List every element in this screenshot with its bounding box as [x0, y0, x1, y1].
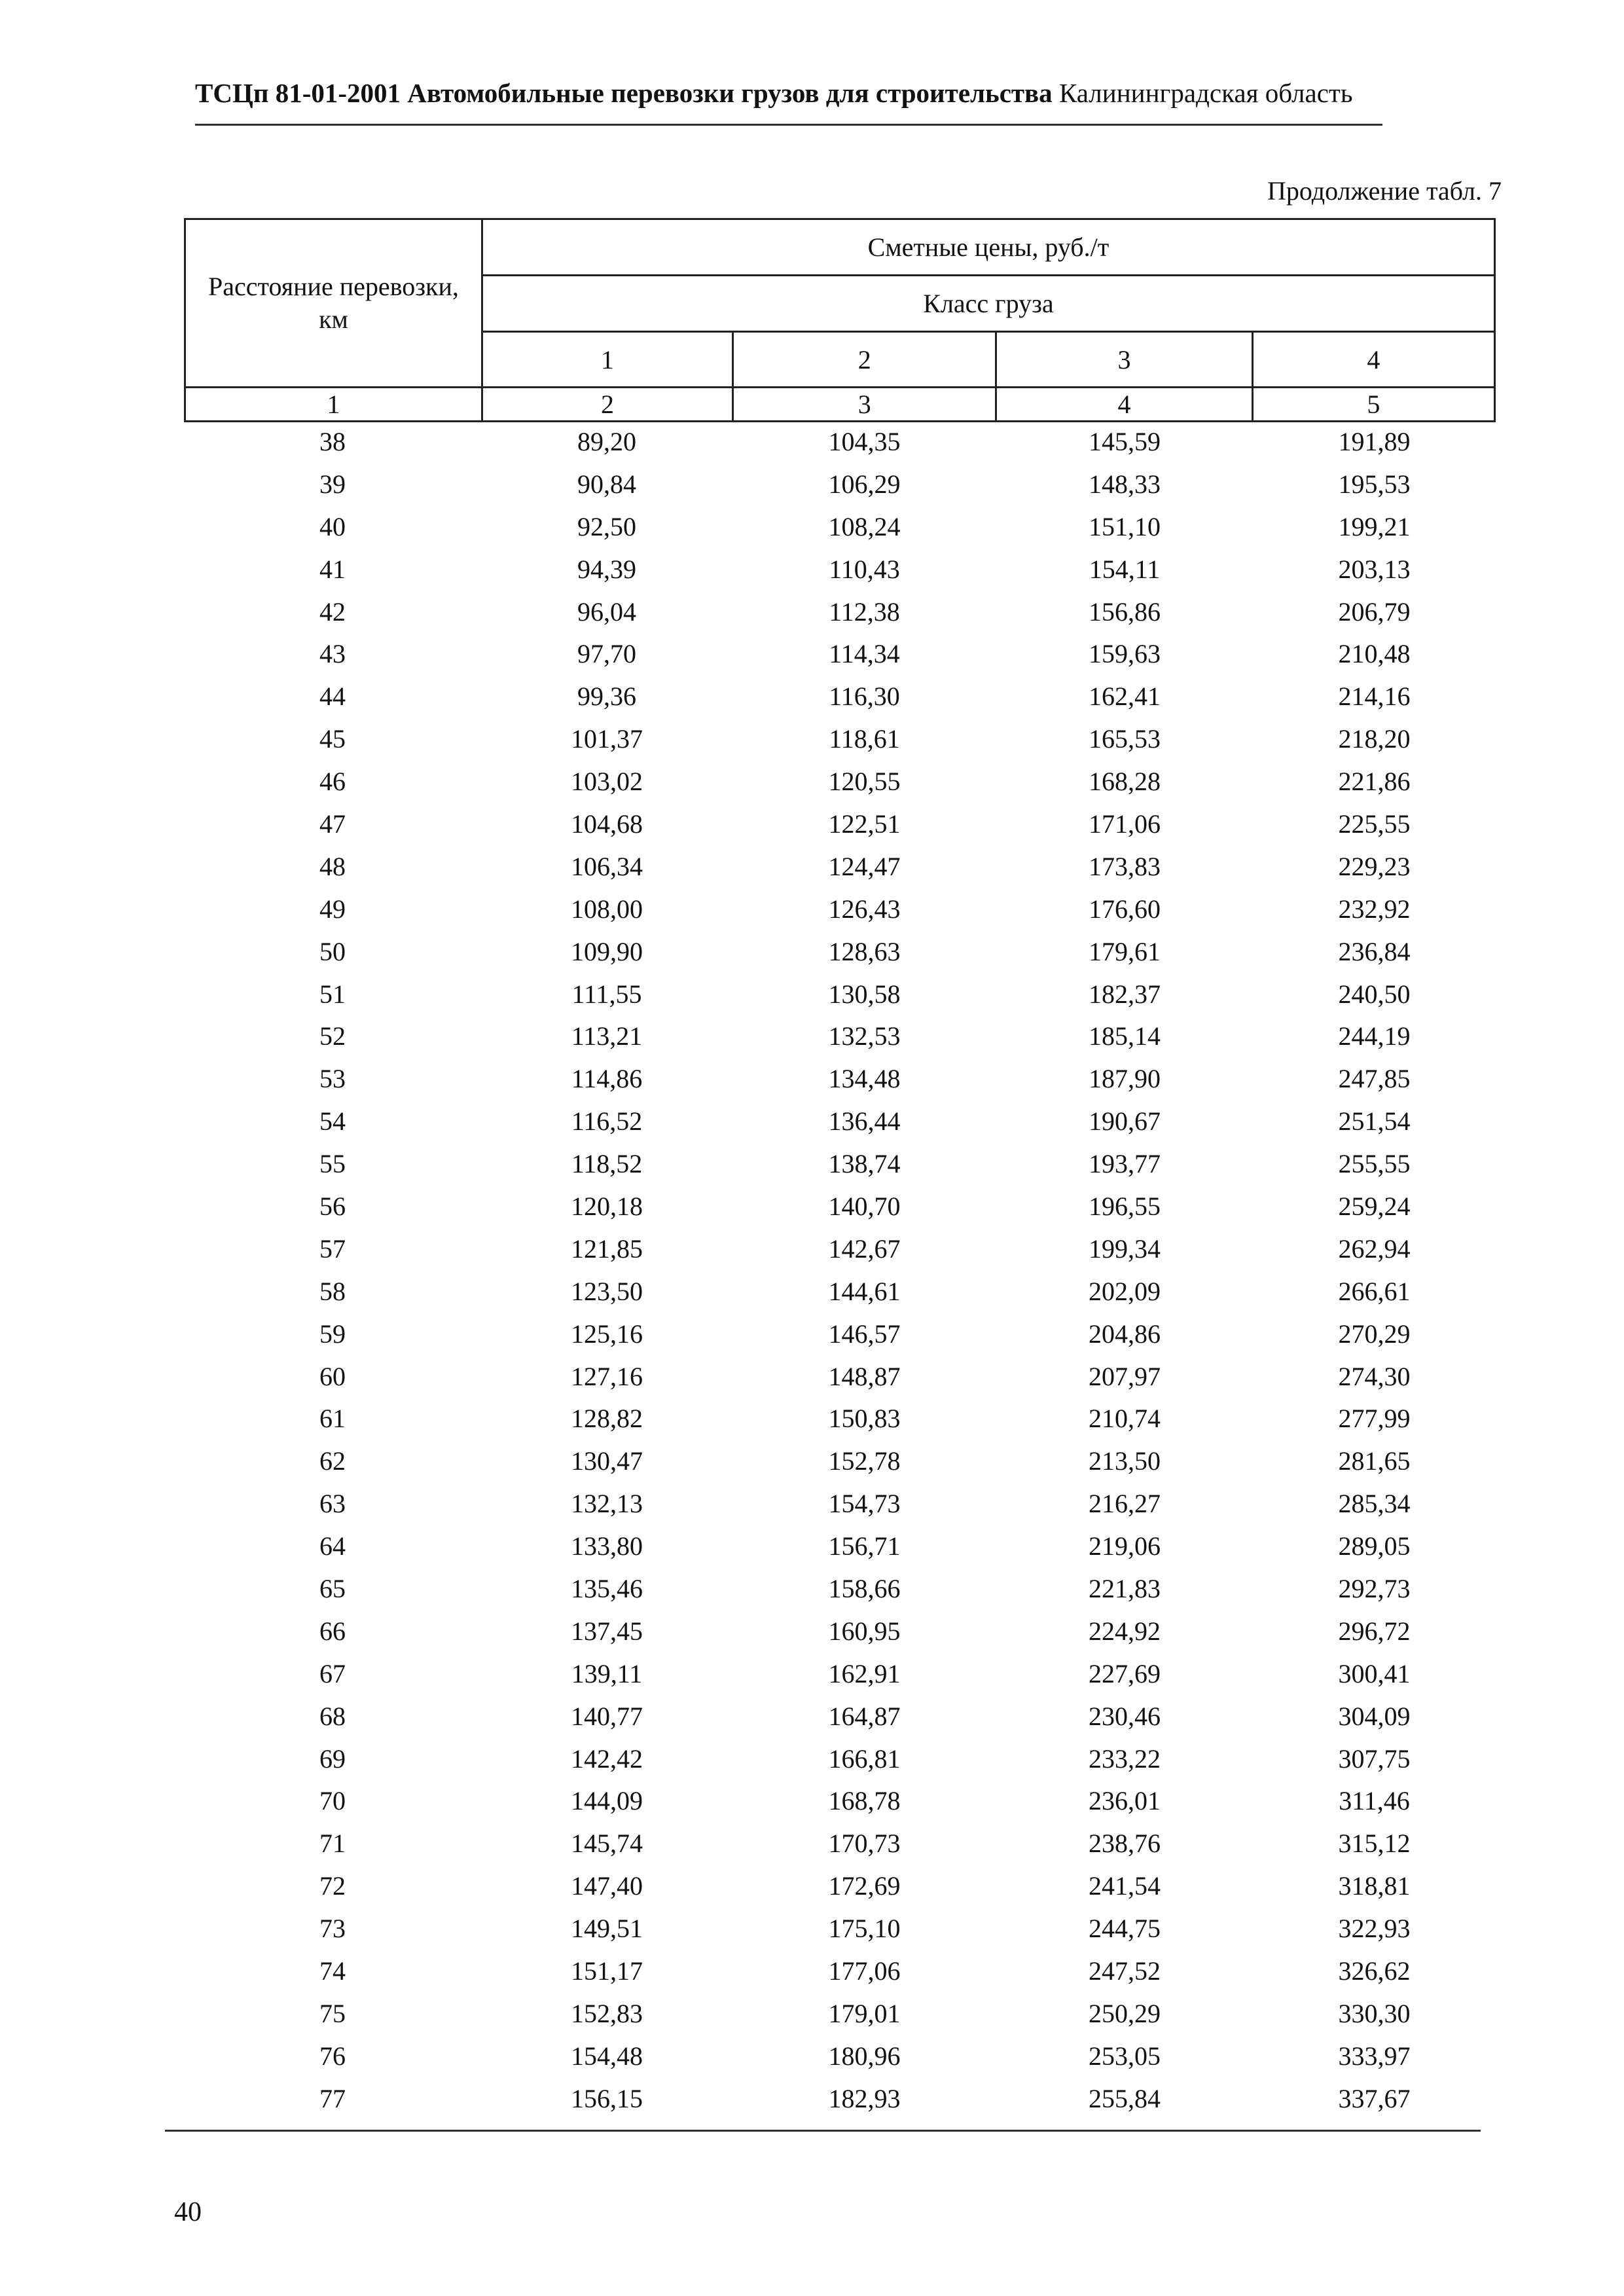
price-cell: 165,53: [1089, 724, 1161, 754]
price-cell: 124,47: [828, 851, 901, 881]
price-cell: 326,62: [1338, 1956, 1411, 1986]
price-cell: 106,29: [828, 469, 901, 499]
price-cell: 191,89: [1338, 426, 1411, 456]
price-cell: 195,53: [1338, 469, 1411, 499]
price-cell: 172,69: [828, 1871, 901, 1901]
price-cell: 144,61: [828, 1276, 901, 1306]
price-cell: 253,05: [1089, 2041, 1161, 2071]
price-cell: 262,94: [1338, 1233, 1411, 1264]
table-row: [184, 463, 1496, 505]
distance-cell: 63: [319, 1489, 346, 1519]
price-cell: 99,36: [577, 682, 636, 712]
table-row: [184, 1695, 1496, 1738]
price-cell: 187,90: [1089, 1064, 1161, 1094]
price-cell: 225,55: [1338, 809, 1411, 839]
price-cell: 202,09: [1089, 1276, 1161, 1306]
price-cell: 247,52: [1089, 1956, 1161, 1986]
price-cell: 330,30: [1338, 1998, 1411, 2028]
price-cell: 247,85: [1338, 1064, 1411, 1094]
table-row: [184, 1313, 1496, 1355]
price-cell: 185,14: [1089, 1021, 1161, 1051]
price-cell: 244,19: [1338, 1021, 1411, 1051]
distance-cell: 55: [319, 1149, 346, 1179]
price-cell: 236,84: [1338, 936, 1411, 966]
price-cell: 196,55: [1089, 1191, 1161, 1221]
table-row: [184, 2077, 1496, 2120]
table-row: [184, 420, 1496, 463]
table-row: [184, 1397, 1496, 1440]
price-cell: 114,86: [571, 1064, 643, 1094]
price-cell: 130,47: [571, 1446, 643, 1476]
distance-cell: 44: [319, 682, 346, 712]
table-row: [184, 1100, 1496, 1142]
price-cell: 182,93: [828, 2083, 901, 2113]
price-cell: 322,93: [1338, 1914, 1411, 1944]
price-cell: 270,29: [1338, 1319, 1411, 1349]
price-cell: 158,66: [828, 1573, 901, 1603]
distance-cell: 65: [319, 1573, 346, 1603]
price-cell: 304,09: [1338, 1701, 1411, 1731]
table-row: [184, 1738, 1496, 1780]
price-cell: 179,61: [1089, 936, 1161, 966]
distance-cell: 74: [319, 1956, 346, 1986]
table-row: [184, 1440, 1496, 1482]
price-cell: 175,10: [828, 1914, 901, 1944]
price-cell: 140,70: [828, 1191, 901, 1221]
region-name: Калининградская область: [1058, 78, 1353, 108]
price-cell: 224,92: [1089, 1616, 1161, 1646]
distance-cell: 60: [319, 1361, 346, 1391]
table-row: [184, 803, 1496, 845]
table-row: [184, 1610, 1496, 1652]
distance-cell: 52: [319, 1021, 346, 1051]
price-cell: 126,43: [828, 894, 901, 924]
price-cell: 221,83: [1089, 1573, 1161, 1603]
price-cell: 92,50: [577, 511, 636, 541]
price-cell: 130,58: [828, 979, 901, 1009]
price-cell: 277,99: [1338, 1404, 1411, 1434]
price-cell: 289,05: [1338, 1531, 1411, 1561]
price-cell: 300,41: [1338, 1658, 1411, 1688]
price-cell: 180,96: [828, 2041, 901, 2071]
price-cell: 227,69: [1089, 1658, 1161, 1688]
table-row: [184, 1482, 1496, 1525]
table-row: [184, 760, 1496, 803]
price-cell: 204,86: [1089, 1319, 1161, 1349]
price-cell: 216,27: [1089, 1489, 1161, 1519]
price-cell: 203,13: [1338, 554, 1411, 584]
table-row: [184, 2035, 1496, 2077]
class-header-2: 2: [733, 332, 996, 388]
price-cell: 318,81: [1338, 1871, 1411, 1901]
price-rows: [184, 420, 1496, 2120]
price-cell: 156,71: [828, 1531, 901, 1561]
distance-cell: 76: [319, 2041, 346, 2071]
table-row: [184, 675, 1496, 718]
distance-cell: 71: [319, 1829, 346, 1859]
price-cell: 132,13: [571, 1489, 643, 1519]
price-cell: 238,76: [1089, 1829, 1161, 1859]
distance-cell: 40: [319, 511, 346, 541]
price-cell: 241,54: [1089, 1871, 1161, 1901]
price-cell: 337,67: [1338, 2083, 1411, 2113]
distance-cell: 50: [319, 936, 346, 966]
price-cell: 206,79: [1338, 596, 1411, 627]
price-cell: 147,40: [571, 1871, 643, 1901]
table-row: [184, 1567, 1496, 1610]
table-header: [184, 218, 1496, 422]
table-row: [184, 1865, 1496, 1907]
distance-cell: 59: [319, 1319, 346, 1349]
table-row: [184, 1142, 1496, 1185]
distance-cell: 53: [319, 1064, 346, 1094]
table-row: [184, 632, 1496, 675]
distance-cell: 77: [319, 2083, 346, 2113]
price-cell: 133,80: [571, 1531, 643, 1561]
table-row: [184, 1228, 1496, 1270]
price-cell: 151,17: [571, 1956, 643, 1986]
price-cell: 307,75: [1338, 1743, 1411, 1774]
column-number-5: 5: [1252, 388, 1494, 422]
price-cell: 112,38: [829, 596, 900, 627]
price-cell: 116,30: [829, 682, 900, 712]
table-row: [184, 888, 1496, 930]
price-cell: 210,74: [1089, 1404, 1161, 1434]
price-cell: 122,51: [828, 809, 901, 839]
price-cell: 135,46: [571, 1573, 643, 1603]
distance-cell: 68: [319, 1701, 346, 1731]
class-header-3: 3: [996, 332, 1252, 388]
price-cell: 207,97: [1089, 1361, 1161, 1391]
price-cell: 233,22: [1089, 1743, 1161, 1774]
price-cell: 240,50: [1338, 979, 1411, 1009]
table-row: [184, 1822, 1496, 1865]
price-cell: 139,11: [571, 1658, 643, 1688]
price-cell: 150,83: [828, 1404, 901, 1434]
price-cell: 164,87: [828, 1701, 901, 1731]
price-cell: 90,84: [577, 469, 636, 499]
price-cell: 296,72: [1338, 1616, 1411, 1646]
price-cell: 121,85: [571, 1233, 643, 1264]
distance-cell: 47: [319, 809, 346, 839]
price-cell: 199,21: [1338, 511, 1411, 541]
price-cell: 214,16: [1338, 682, 1411, 712]
price-cell: 97,70: [577, 639, 636, 669]
price-cell: 134,48: [828, 1064, 901, 1094]
table-row: [184, 1652, 1496, 1695]
column-number-4: 4: [996, 388, 1252, 422]
distance-cell: 38: [319, 426, 346, 456]
distance-cell: 62: [319, 1446, 346, 1476]
price-cell: 123,50: [571, 1276, 643, 1306]
price-cell: 221,86: [1338, 767, 1411, 797]
price-cell: 142,42: [571, 1743, 643, 1774]
price-cell: 193,77: [1089, 1149, 1161, 1179]
price-cell: 230,46: [1089, 1701, 1161, 1731]
column-number-1: 1: [185, 388, 482, 422]
price-cell: 168,78: [828, 1786, 901, 1816]
cargo-class-header: Класс груза: [482, 276, 1494, 332]
table-row: [184, 973, 1496, 1015]
table-row: [184, 1950, 1496, 1992]
price-cell: 292,73: [1338, 1573, 1411, 1603]
price-cell: 96,04: [577, 596, 636, 627]
distance-cell: 49: [319, 894, 346, 924]
distance-cell: 56: [319, 1191, 346, 1221]
price-cell: 210,48: [1338, 639, 1411, 669]
price-cell: 176,60: [1089, 894, 1161, 924]
price-cell: 146,57: [828, 1319, 901, 1349]
distance-cell: 75: [319, 1998, 346, 2028]
table-row: [184, 1185, 1496, 1228]
price-cell: 162,41: [1089, 682, 1161, 712]
price-cell: 154,11: [1089, 554, 1161, 584]
distance-cell: 39: [319, 469, 346, 499]
running-header: [195, 77, 1353, 109]
price-cell: 182,37: [1089, 979, 1161, 1009]
price-cell: 128,82: [571, 1404, 643, 1434]
distance-cell: 70: [319, 1786, 346, 1816]
class-header-1: 1: [482, 332, 732, 388]
price-cell: 244,75: [1089, 1914, 1161, 1944]
distance-cell: 46: [319, 767, 346, 797]
price-cell: 118,61: [829, 724, 900, 754]
price-cell: 229,23: [1338, 851, 1411, 881]
table-caption: Продолжение табл. 7: [1267, 176, 1502, 206]
price-cell: 109,90: [571, 936, 643, 966]
distance-cell: 43: [319, 639, 346, 669]
price-cell: 94,39: [577, 554, 636, 584]
price-cell: 127,16: [571, 1361, 643, 1391]
price-cell: 140,77: [571, 1701, 643, 1731]
price-cell: 251,54: [1338, 1106, 1411, 1137]
distance-cell: 67: [319, 1658, 346, 1688]
price-cell: 108,00: [571, 894, 643, 924]
price-cell: 171,06: [1089, 809, 1161, 839]
class-header-4: 4: [1252, 332, 1494, 388]
price-cell: 106,34: [571, 851, 643, 881]
price-cell: 259,24: [1338, 1191, 1411, 1221]
table-row: [184, 1355, 1496, 1398]
price-cell: 89,20: [577, 426, 636, 456]
price-cell: 281,65: [1338, 1446, 1411, 1476]
price-cell: 152,83: [571, 1998, 643, 2028]
price-cell: 255,55: [1338, 1149, 1411, 1179]
price-cell: 311,46: [1339, 1786, 1410, 1816]
prices-header: Сметные цены, руб./т: [482, 219, 1494, 276]
document-title: Автомобильные перевозки грузов для строительства: [407, 78, 1053, 108]
price-cell: 190,67: [1089, 1106, 1161, 1137]
price-cell: 111,55: [571, 979, 642, 1009]
column-number-2: 2: [482, 388, 732, 422]
price-cell: 138,74: [828, 1149, 901, 1179]
table-row: [184, 1525, 1496, 1567]
table-row: [184, 1057, 1496, 1100]
price-cell: 137,45: [571, 1616, 643, 1646]
table-row: [184, 591, 1496, 633]
price-cell: 333,97: [1338, 2041, 1411, 2071]
price-table-body: [184, 420, 1496, 2120]
distance-cell: 72: [319, 1871, 346, 1901]
distance-cell: 51: [319, 979, 346, 1009]
distance-header: Расстояние перевозки, км: [185, 219, 482, 388]
price-cell: 149,51: [571, 1914, 643, 1944]
price-cell: 152,78: [828, 1446, 901, 1476]
price-cell: 219,06: [1089, 1531, 1161, 1561]
price-cell: 148,33: [1089, 469, 1161, 499]
distance-cell: 42: [319, 596, 346, 627]
price-cell: 160,95: [828, 1616, 901, 1646]
price-cell: 166,81: [828, 1743, 901, 1774]
price-cell: 104,35: [828, 426, 901, 456]
price-cell: 108,24: [828, 511, 901, 541]
price-cell: 132,53: [828, 1021, 901, 1051]
price-cell: 145,59: [1089, 426, 1161, 456]
price-cell: 315,12: [1338, 1829, 1411, 1859]
price-cell: 144,09: [571, 1786, 643, 1816]
price-cell: 179,01: [828, 1998, 901, 2028]
price-cell: 136,44: [828, 1106, 901, 1137]
table-row: [184, 845, 1496, 888]
price-cell: 156,86: [1089, 596, 1161, 627]
distance-cell: 73: [319, 1914, 346, 1944]
distance-cell: 69: [319, 1743, 346, 1774]
price-cell: 173,83: [1089, 851, 1161, 881]
price-cell: 103,02: [571, 767, 643, 797]
table-row: [184, 930, 1496, 973]
price-cell: 154,73: [828, 1489, 901, 1519]
distance-cell: 41: [319, 554, 346, 584]
price-cell: 213,50: [1089, 1446, 1161, 1476]
table-row: [184, 1015, 1496, 1057]
price-cell: 148,87: [828, 1361, 901, 1391]
page-number: 40: [174, 2197, 202, 2227]
price-cell: 128,63: [828, 936, 901, 966]
distance-cell: 57: [319, 1233, 346, 1264]
price-cell: 142,67: [828, 1233, 901, 1264]
distance-cell: 54: [319, 1106, 346, 1137]
distance-cell: 66: [319, 1616, 346, 1646]
table-row: [184, 1992, 1496, 2035]
table-row: [184, 505, 1496, 548]
table-row: [184, 1270, 1496, 1313]
price-cell: 274,30: [1338, 1361, 1411, 1391]
price-cell: 162,91: [828, 1658, 901, 1688]
table-row: [184, 1780, 1496, 1823]
table-bottom-rule: [165, 2130, 1481, 2132]
price-cell: 154,48: [571, 2041, 643, 2071]
price-cell: 168,28: [1089, 767, 1161, 797]
price-cell: 170,73: [828, 1829, 901, 1859]
price-cell: 118,52: [571, 1149, 643, 1179]
table-row: [184, 548, 1496, 591]
price-cell: 177,06: [828, 1956, 901, 1986]
price-cell: 156,15: [571, 2083, 643, 2113]
price-cell: 285,34: [1338, 1489, 1411, 1519]
price-cell: 125,16: [571, 1319, 643, 1349]
price-cell: 199,34: [1089, 1233, 1161, 1264]
distance-cell: 48: [319, 851, 346, 881]
price-cell: 232,92: [1338, 894, 1411, 924]
distance-cell: 45: [319, 724, 346, 754]
price-cell: 116,52: [571, 1106, 643, 1137]
price-cell: 266,61: [1338, 1276, 1411, 1306]
price-cell: 114,34: [829, 639, 900, 669]
table-row: [184, 718, 1496, 760]
distance-cell: 58: [319, 1276, 346, 1306]
distance-cell: 64: [319, 1531, 346, 1561]
price-cell: 120,18: [571, 1191, 643, 1221]
price-cell: 255,84: [1089, 2083, 1161, 2113]
price-cell: 145,74: [571, 1829, 643, 1859]
column-number-3: 3: [733, 388, 996, 422]
header-rule: [195, 124, 1382, 126]
price-cell: 101,37: [571, 724, 643, 754]
price-cell: 218,20: [1338, 724, 1411, 754]
price-cell: 120,55: [828, 767, 901, 797]
price-cell: 236,01: [1089, 1786, 1161, 1816]
table-row: [184, 1907, 1496, 1950]
price-cell: 159,63: [1089, 639, 1161, 669]
price-cell: 151,10: [1089, 511, 1161, 541]
price-cell: 104,68: [571, 809, 643, 839]
distance-cell: 61: [319, 1404, 346, 1434]
price-cell: 113,21: [571, 1021, 643, 1051]
document-code: ТСЦп 81-01-2001: [195, 78, 401, 108]
price-cell: 110,43: [829, 554, 900, 584]
price-cell: 250,29: [1089, 1998, 1161, 2028]
